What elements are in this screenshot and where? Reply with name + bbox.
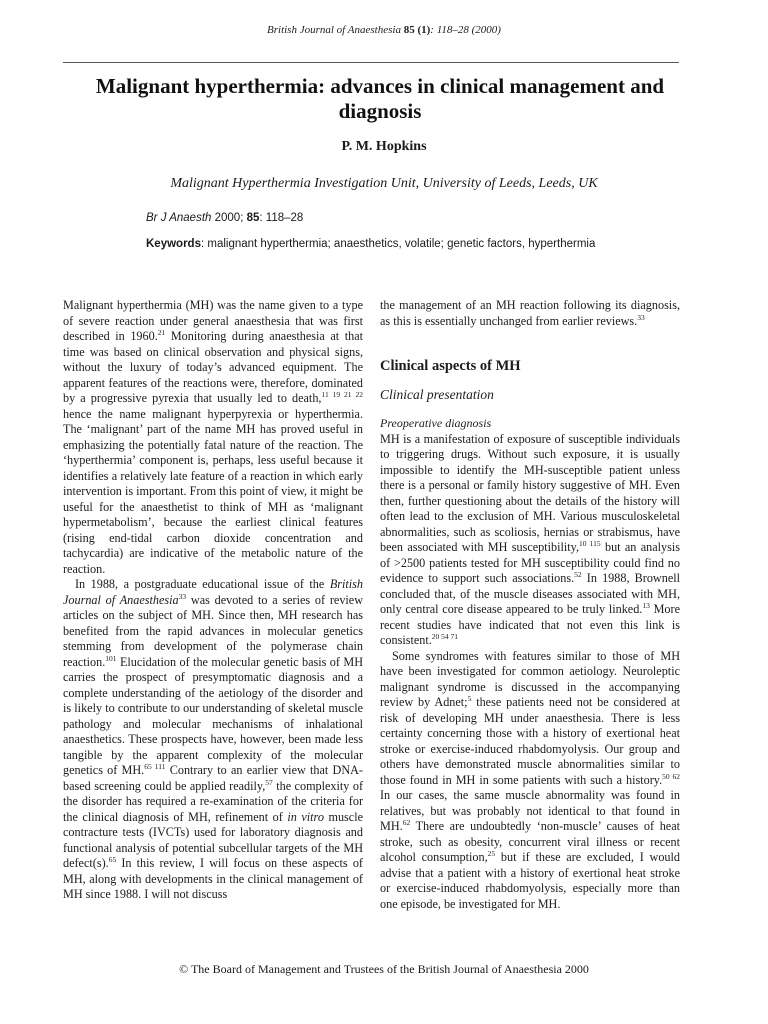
text-run: Malignant hyperthermia (MH) was the name given to a type of severe reaction under general anaesthesia that was first described in 1960. xyxy=(63,298,363,343)
body-paragraph-2 xyxy=(380,649,680,913)
copyright-footer: © The Board of Management and Trustees of the British Journal of Anaesthesia 2000 xyxy=(179,962,589,976)
reference-superscript: 13 xyxy=(642,600,650,610)
reference-superscript: 21 xyxy=(157,327,166,337)
subsection-heading: Clinical presentation xyxy=(380,386,494,402)
italic-run: in vitro xyxy=(287,809,324,824)
text-run: the management of an MH reaction following its diagnosis, as this is essentially unchanged from earlier reviews. xyxy=(380,298,680,328)
reference-superscript: 101 xyxy=(105,653,117,663)
text-run: In 1988, a postgraduate educational issue of the xyxy=(75,577,330,591)
page-range: : 118–28 (2000) xyxy=(430,24,501,36)
text-run: was devoted to a series of review articles on the subject of MH. Since then, MH research has benefited from the rapid advances in molecular genetics stemming from development of the polymerase chain reaction. xyxy=(63,592,364,669)
running-header xyxy=(0,24,768,36)
text-run: Some syndromes with features similar to those of MH have been investigated for common aetiology. Neuroleptic malignant syndrome is discussed in the accompanying review by Adnet; xyxy=(380,648,680,709)
text-run: In this review, I will focus on these aspects of MH, along with developments in the clinical management of MH since 1988. I will not discuss xyxy=(63,856,363,901)
volume-issue: 85 (1) xyxy=(403,24,431,36)
body-paragraph-1 xyxy=(380,432,680,649)
header-rule xyxy=(63,62,679,63)
left-column xyxy=(63,298,363,903)
keywords-line xyxy=(146,238,706,250)
keywords-text: : malignant hyperthermia; anaesthetics, volatile; genetic factors, hyperthermia xyxy=(200,238,596,250)
reference-superscript: 57 xyxy=(265,777,273,787)
citation-line xyxy=(146,212,303,224)
reference-superscript: 62 xyxy=(402,817,411,827)
text-run: Monitoring during anaesthesia at that time was based on clinical observation and physical signs, without the luxury of today’s advanced equipment. The apparent features of the reactions were, therefore, dominated by a progressive pyrexia that usually led to death, xyxy=(63,329,364,405)
text-run: but an analysis of >2500 patients tested for MH susceptibility could find no evidence to support such associations. xyxy=(380,540,680,585)
text-run: muscle contracture tests (IVCTs) used for laboratory diagnosis and functional analysis of potential subcellular targets of the MH defect(s). xyxy=(63,809,363,870)
reference-superscript: 33 xyxy=(637,312,645,322)
reference-superscript: 33 xyxy=(178,591,187,601)
text-run: the complexity of the disorder has required a re-examination of the criteria for the clinical diagnosis of MH, refinement of xyxy=(63,778,363,824)
text-run: In 1988, Brownell concluded that, of the muscle diseases associated with MH, only central core disease appeared to be truly linked. xyxy=(380,571,680,616)
text-run: In our cases, the same muscle abnormality was found in relatives, but was probably not identical to that found in MH. xyxy=(380,788,680,833)
reference-superscript: 65 xyxy=(108,854,117,864)
article-title: Malignant hyperthermia: advances in clinical management and diagnosis xyxy=(95,74,665,123)
intro-paragraph-1 xyxy=(63,298,363,577)
text-run: Contrary to an earlier view that DNA-based screening could be applied readily, xyxy=(63,763,363,793)
intro-paragraph-continued xyxy=(380,298,680,329)
text-run: Elucidation of the molecular genetic basis of MH carries the prospect of presymptomatic diagnosis and a complete understanding of the aetiology of the disorder and is likely to contribute to our understanding of skeletal muscle pathology and molecular mechanisms of inhalational anaesthetics. These prospects have, however, been made less tangible by the apparent complexity of the molecular genetics of MH. xyxy=(63,654,363,777)
text-run: these patients need not be considered at risk of developing MH under anaesthesia. There is less certainty concerning those with a history of exertional heat stroke or exercise-induced rhabdomyolysis. Our group and others have demonstrated muscle abnormalities similar to those found in MH in some patients with such a history. xyxy=(380,695,680,787)
citation-journal: Br J Anaesth xyxy=(146,212,212,224)
reference-superscript: 20 54 71 xyxy=(431,631,459,641)
reference-superscript: 5 xyxy=(467,693,472,703)
journal-name: British Journal of Anaesthesia xyxy=(267,24,401,36)
reference-superscript: 25 xyxy=(487,848,496,858)
italic-run: British Journal of Anaesthesia xyxy=(63,577,363,607)
text-run: More recent studies have indicated that not even this link is consistent. xyxy=(380,602,680,647)
section-heading: Clinical aspects of MH xyxy=(380,358,521,374)
reference-superscript: 52 xyxy=(574,569,582,579)
text-run: but if these are excluded, I would advise that a patient with a history of exertional heat stroke or exercise-induced rhabdomyolysis, especially more than one episode, be investigated for MH. xyxy=(380,850,680,911)
reference-superscript: 65 111 xyxy=(144,761,166,771)
author-name: P. M. Hopkins xyxy=(341,139,427,154)
intro-paragraph-2 xyxy=(63,577,363,903)
text-run: MH is a manifestation of exposure of susceptible individuals to triggering drugs. Without such exposure, it is usually impossible to identify the MH-susceptible patient unless there is a personal or family history suggestive of MH. Even then, further questioning about the details of the history will often lead to the exclusion of MH. Various musculoskeletal abnormalities, such as scoliosis, hernias or strabismus, have been associated with MH susceptibility, xyxy=(380,431,680,554)
reference-superscript: 11 19 21 22 xyxy=(321,389,363,399)
text-run: hence the name malignant hyperpyrexia or hyperthermia. The ‘malignant’ part of the name MH has proved useful in emphasizing the potentially fatal nature of the reaction. The ‘hyperthermia’ component is, perhaps, less useful because it identifies a relatively late feature of a reaction in which early intervention is important. From this point of view, it might be useful for the anaesthetist to think of MH as ‘malignant hypermetabolism’, because the earliest clinical features (rising end-tidal carbon dioxide concentration and tachycardia) are indicative of the metabolic nature of the reaction. xyxy=(63,406,363,576)
author-affiliation: Malignant Hyperthermia Investigation Unit, University of Leeds, Leeds, UK xyxy=(170,176,598,191)
reference-superscript: 10 115 xyxy=(579,538,601,548)
right-column xyxy=(380,298,680,912)
keywords-label: Keywords xyxy=(146,238,201,250)
citation-volume: 85 xyxy=(246,212,260,224)
text-run: There are undoubtedly ‘non-muscle’ causes of heat stroke, such as obesity, concurrent viral illness or recent alcohol consumption, xyxy=(380,819,680,864)
citation-year: 2000; xyxy=(211,212,247,224)
reference-superscript: 50 62 xyxy=(662,771,681,781)
citation-pages: : 118–28 xyxy=(259,212,304,224)
subsubsection-heading: Preoperative diagnosis xyxy=(380,416,492,430)
